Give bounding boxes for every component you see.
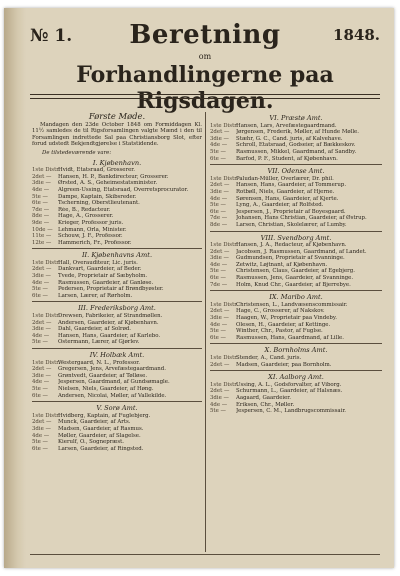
district-label: 6te — xyxy=(32,392,48,399)
district-label: 12te — xyxy=(32,239,52,246)
member-name: Andersen, Gaardeier, af Kjøbenhavn. xyxy=(58,319,159,326)
member-name: Hammerich, Fr., Professor. xyxy=(58,239,132,246)
member-row xyxy=(210,215,382,222)
member-row xyxy=(210,222,382,229)
member-row xyxy=(32,194,202,201)
district-label: 5te — xyxy=(210,268,226,275)
member-row xyxy=(210,275,382,282)
member-name: Pedersen, Proprietair af Brøndbyøster. xyxy=(58,286,164,293)
member-name: Hage, C., Grosserer, af Nakskov. xyxy=(236,308,325,315)
member-row xyxy=(210,335,382,342)
member-row xyxy=(210,142,382,149)
district-label: 4de — xyxy=(210,321,228,328)
section-rule xyxy=(210,231,382,232)
masthead xyxy=(30,18,380,114)
member-row xyxy=(210,402,382,409)
member-name: Møller, Gaardeier, af Slagelse. xyxy=(58,432,141,439)
member-name: Jespersen, J., Proprietair af Boyesgaard. xyxy=(236,208,346,215)
member-name: Kierulf, O., Sognepræst. xyxy=(58,439,124,446)
member-name: Andersen, Nicolai, Møller, af Vallekilde. xyxy=(58,392,167,399)
member-row xyxy=(32,220,202,227)
district-label: 4de — xyxy=(210,195,228,202)
member-row xyxy=(210,242,382,249)
member-row xyxy=(210,408,382,415)
member-name: Madsen, Gaardeier, paa Bornholm. xyxy=(236,361,332,368)
district-label: 3die — xyxy=(210,255,229,262)
member-name: Ørsted, A. S., Geheimestatsminister. xyxy=(58,180,158,187)
member-name: Christensen, Claus, Gaardeier, af Egebjerg. xyxy=(236,268,355,275)
district-label: 2det — xyxy=(210,182,230,189)
member-row xyxy=(210,322,382,329)
district-label: 2det — xyxy=(32,173,52,180)
district-label: 4de — xyxy=(32,186,50,193)
district-label: 7de — xyxy=(32,206,50,213)
district-label: 3die — xyxy=(210,188,229,195)
section-rule xyxy=(32,248,202,249)
member-name: Christensen, L., Landvæsenscommissair. xyxy=(236,301,348,308)
district-label: 1ste Distr. xyxy=(32,259,60,266)
district-label: 2det — xyxy=(32,319,52,326)
district-label: 3die — xyxy=(210,315,229,322)
column-divider xyxy=(205,112,206,552)
district-label: 4de — xyxy=(210,261,228,268)
page-bottom-rule xyxy=(30,554,380,555)
district-label: 7de — xyxy=(210,281,228,288)
member-row xyxy=(32,273,202,280)
member-row xyxy=(32,286,202,293)
member-name: Jacobsen, J. Rasmussen, Gaardmand, af Landet. xyxy=(236,248,367,255)
member-name: Larsen, Christian, Skolelærer, af Lumby. xyxy=(236,221,347,228)
member-name: Grøntvedt, Gaardeier, af Tølløse. xyxy=(58,372,148,379)
member-row xyxy=(210,176,382,183)
district-label: 4de — xyxy=(32,432,50,439)
member-row xyxy=(32,240,202,247)
member-row xyxy=(32,187,202,194)
member-row xyxy=(210,328,382,335)
member-row xyxy=(32,439,202,446)
masthead-subtitle: Forhandlingerne paa Rigsdagen. xyxy=(76,62,334,114)
masthead-rule-top xyxy=(30,94,380,95)
section-rule xyxy=(210,343,382,344)
district-label: 3die — xyxy=(32,372,51,379)
member-row xyxy=(210,308,382,315)
member-row xyxy=(32,280,202,287)
district-label: 1ste Distr. xyxy=(210,381,238,388)
district-label: 1ste Distr. xyxy=(210,242,238,249)
district-label: 3die — xyxy=(210,135,229,142)
member-name: Schurmann, L., Gaardeier, af Halsnæs. xyxy=(236,388,343,395)
member-row xyxy=(210,123,382,130)
district-label: 5te — xyxy=(32,385,48,392)
member-row xyxy=(32,366,202,373)
member-name: Lehmann, Orla, Minister. xyxy=(58,226,127,233)
member-row xyxy=(32,320,202,327)
attendees-note: De tilstedeværende vare: xyxy=(42,149,112,156)
member-row xyxy=(32,266,202,273)
member-row xyxy=(32,167,202,174)
member-name: Hage, A., Grosserer. xyxy=(58,213,114,220)
district-label: 5te — xyxy=(210,408,226,415)
masthead-title: Beretning xyxy=(129,20,281,50)
member-row xyxy=(32,213,202,220)
member-name: Winther, Chr., Pastor, af Fuglse. xyxy=(236,328,323,335)
member-row xyxy=(210,282,382,289)
member-name: Nielsen, Niels, Gaardeier, af Høng. xyxy=(58,385,154,392)
district-label: 9de — xyxy=(32,219,50,226)
section-rule xyxy=(32,301,202,302)
district-label: 5te — xyxy=(32,339,48,346)
member-name: Gudmundsen, Proprietair af Svanninge. xyxy=(236,255,345,262)
member-row xyxy=(32,260,202,267)
session-intro: Mandagen den 23de October 1848 om Formiddagen Kl. 11½ samledes de til Rigsforsamlingen valgte Mænd i den til Forsamlingen indrettede Sal paa Christiansborg Slot, efter forud udstedt Bekjendtgjørelse i Statstidende. xyxy=(32,121,202,148)
district-label: 4de — xyxy=(210,401,228,408)
member-row xyxy=(210,209,382,216)
member-name: Rasmussen, Mikkel, Gaardmand, af Sandby. xyxy=(236,148,357,155)
member-name: Eriksen, Chr., Møller. xyxy=(236,401,295,408)
section-rule xyxy=(32,401,202,402)
district-label: 3die — xyxy=(32,425,51,432)
member-row xyxy=(32,419,202,426)
member-row xyxy=(210,189,382,196)
member-row xyxy=(32,326,202,333)
session-title: Første Møde. xyxy=(88,111,146,121)
member-name: Hansen, H. P., Bankdirecteur, Grosserer. xyxy=(58,173,169,180)
district-label: 2det — xyxy=(32,419,52,426)
member-name: Schroll, Etatsraad, Godseier, af Bækkeskov. xyxy=(236,142,356,149)
district-label: 1ste Distr. xyxy=(210,122,238,129)
district-label: 6te — xyxy=(32,200,48,207)
member-name: Rasmussen, Hans, Gaardmand, af Lille. xyxy=(236,334,344,341)
district-heading: VII. Odense Amt. xyxy=(267,167,325,176)
district-label: 1ste Distr. xyxy=(32,412,60,419)
member-row xyxy=(32,360,202,367)
district-heading: I. Kjøbenhavn. xyxy=(92,158,142,167)
masthead-om: om xyxy=(198,52,212,61)
member-name: Hall, Overauditeur, Lic. juris. xyxy=(58,259,138,266)
member-name: Holm, Knud Chr., Gaardeier, af Bjerrebye. xyxy=(236,281,351,288)
district-label: 5te — xyxy=(32,193,48,200)
member-row xyxy=(32,393,202,400)
section-rule xyxy=(32,348,202,349)
member-row xyxy=(32,180,202,187)
member-name: Jespersen, C. M., Landbrugscommissair. xyxy=(236,408,347,415)
district-label: 4de — xyxy=(32,332,50,339)
member-row xyxy=(210,262,382,269)
member-name: Johansen, Hans Christian, Gaardeier, af Østrup. xyxy=(236,215,367,222)
district-label: 1ste Distr. xyxy=(32,359,60,366)
member-name: Hansen, Hans, Gaardeier, af Karlebo. xyxy=(58,332,161,339)
left-sections xyxy=(32,160,202,453)
member-name: Larsen, Gaardeier, af Ringsted. xyxy=(58,445,144,452)
member-name: Ussing, A. L., Godsforvalter, af Viborg. xyxy=(236,381,342,388)
district-label: 4de — xyxy=(32,379,50,386)
member-name: Hansen, Lars, Arvefæstegaardmand. xyxy=(236,122,337,129)
member-row xyxy=(210,196,382,203)
member-row xyxy=(32,333,202,340)
member-row xyxy=(210,268,382,275)
member-row xyxy=(32,227,202,234)
district-heading: IV. Holbæk Amt. xyxy=(89,351,145,359)
district-heading: IX. Maribo Amt. xyxy=(269,293,323,302)
district-label: 7de — xyxy=(210,215,228,222)
member-name: Olesen, H., Gaardeier, af Kettinge. xyxy=(236,321,331,328)
binding-spine xyxy=(4,8,26,568)
district-label: 11te — xyxy=(32,233,52,240)
masthead-rule-bottom xyxy=(30,98,380,99)
member-row xyxy=(32,174,202,181)
district-heading: II. Kjøbenhavns Amt. xyxy=(81,251,153,260)
member-name: Madsen, Gaardeier, af Rasmus. xyxy=(58,425,144,432)
district-heading: VI. Præstø Amt. xyxy=(269,114,323,122)
member-name: Rasmussen, Jens, Gaardeier, af Svanninge. xyxy=(236,275,354,282)
section-rule xyxy=(210,290,382,291)
member-name: Tvede, Proprietair af Sæbyholm. xyxy=(58,273,148,280)
member-row xyxy=(32,446,202,453)
district-label: 8de — xyxy=(210,221,228,228)
member-name: Aagaard, Gaardeier. xyxy=(236,394,292,401)
member-row xyxy=(210,182,382,189)
member-row xyxy=(32,339,202,346)
district-label: 5te — xyxy=(32,439,48,446)
member-name: Schouw, J. F., Professor. xyxy=(58,233,123,240)
member-row xyxy=(210,149,382,156)
right-sections xyxy=(210,115,382,415)
issue-year: 1848. xyxy=(333,26,380,44)
district-label: 2det — xyxy=(210,248,230,255)
member-name: Munck, Gaardeier, af Arts. xyxy=(58,419,131,426)
member-row xyxy=(210,362,382,369)
member-row xyxy=(32,426,202,433)
member-row xyxy=(32,373,202,380)
member-name: Hansen, J. A., Redacteur, af Kjøbenhavn. xyxy=(236,242,347,249)
district-label: 1ste Distr. xyxy=(210,175,238,182)
member-row xyxy=(210,156,382,163)
member-name: Sørensen, Hans, Gaardeier, af Kjerte. xyxy=(236,195,339,202)
section-rule xyxy=(210,370,382,371)
member-row xyxy=(32,433,202,440)
member-name: Drewsen, Fabrikeier, af Strandmøllen. xyxy=(58,313,163,320)
member-name: Stender, A., Cand. juris. xyxy=(236,355,302,361)
district-label: 1ste Distr. xyxy=(210,301,238,308)
section-rule xyxy=(210,164,382,165)
member-name: Dahl, Gaardeier, af Solrød. xyxy=(58,326,132,333)
member-row xyxy=(32,200,202,207)
member-row xyxy=(210,255,382,262)
member-name: Westergaard, N. L., Professor. xyxy=(58,359,140,366)
district-label: 10de — xyxy=(32,226,53,233)
district-label: 4de — xyxy=(210,142,228,149)
district-heading: VIII. Svendborg Amt. xyxy=(260,233,332,242)
district-label: 4de — xyxy=(32,279,50,286)
district-label: 6te — xyxy=(32,445,48,452)
issue-number: № 1. xyxy=(30,26,73,46)
district-label: 5te — xyxy=(210,148,226,155)
member-row xyxy=(210,355,382,362)
district-label: 6te — xyxy=(210,155,226,162)
member-row xyxy=(210,136,382,143)
member-row xyxy=(32,313,202,320)
member-name: Dankvart, Gaardeier, af Beder. xyxy=(58,266,142,273)
member-name: Haagen, W., Proprietair paa Vindeby. xyxy=(236,315,337,322)
member-name: Krieger, Professor juris. xyxy=(58,219,124,226)
member-row xyxy=(32,379,202,386)
member-row xyxy=(210,129,382,136)
district-heading: X. Bornholms Amt. xyxy=(264,346,328,355)
district-label: 3die — xyxy=(210,394,229,401)
member-name: Hvidt, Etatsraad, Grosserer. xyxy=(58,167,135,174)
member-row xyxy=(32,413,202,420)
district-label: 1ste Distr. xyxy=(32,313,60,320)
left-column xyxy=(32,112,202,452)
member-row xyxy=(210,395,382,402)
member-name: Algreen-Ussing, Etatsraad, Overretsprocurator. xyxy=(58,186,189,193)
member-row xyxy=(210,302,382,309)
district-label: 2det — xyxy=(32,266,52,273)
member-name: Rasmussen, Gaardeier, af Ganløse. xyxy=(58,279,154,286)
member-name: Hvidberg, Kaptain, af Fuglebjerg. xyxy=(58,412,151,419)
district-label: 1ste Distr. xyxy=(32,167,60,174)
district-label: 5te — xyxy=(210,328,226,335)
member-row xyxy=(32,233,202,240)
member-name: Paludan-Müller, Overlærer, Dr. phil. xyxy=(236,175,334,182)
member-name: Barfod, P. F., Student, af Kjøbenhavn. xyxy=(236,155,338,162)
member-name: Jespersen, Gaardmand, af Gundsømagle. xyxy=(58,379,170,386)
member-name: Tscherning, Oberstlieutenant. xyxy=(58,200,140,207)
district-label: 2det — xyxy=(210,129,230,136)
member-name: Ostermann, Lærer, af Gjørlev. xyxy=(58,339,140,346)
member-row xyxy=(210,388,382,395)
district-label: 6te — xyxy=(210,275,226,282)
district-heading: III. Frederiksborg Amt. xyxy=(78,304,156,313)
member-name: Jørgensen, Frederik, Møller, af Hunde Mølle. xyxy=(236,129,359,136)
district-label: 1ste Distr. xyxy=(210,355,238,361)
member-row xyxy=(210,202,382,209)
district-label: 2det — xyxy=(210,388,230,395)
district-heading: XI. Aalborg Amt. xyxy=(268,373,324,382)
member-row xyxy=(210,315,382,322)
district-label: 6te — xyxy=(210,334,226,341)
district-label: 8de — xyxy=(32,213,50,220)
member-name: Larsen, Lærer, af Rørholm. xyxy=(58,292,133,299)
member-name: Stæhr, G. C., Cand. juris, af Kalvehave. xyxy=(236,135,343,142)
district-heading: V. Sorø Amt. xyxy=(96,404,138,413)
member-row xyxy=(32,386,202,393)
member-name: Rotbøll, Niels, Gaardeier, af Hjerne. xyxy=(236,188,335,195)
member-name: Gregersen, Jens, Arvefæstegaardmand. xyxy=(58,366,166,373)
member-row xyxy=(210,382,382,389)
district-label: 3die — xyxy=(32,180,51,187)
member-row xyxy=(32,207,202,214)
district-label: 6te — xyxy=(32,292,48,299)
district-label: 2det — xyxy=(210,361,230,368)
newspaper-page xyxy=(4,8,394,568)
district-label: 6te — xyxy=(210,208,226,215)
district-label: 2det — xyxy=(210,308,230,315)
district-label: 5te — xyxy=(32,286,48,293)
right-column xyxy=(210,112,382,415)
district-label: 3die — xyxy=(32,273,51,280)
district-label: 3die — xyxy=(32,326,51,333)
member-row xyxy=(32,293,202,300)
district-label: 2det — xyxy=(32,366,52,373)
member-name: Hansen, Hans, Gaardeier, af Tommerup. xyxy=(236,182,347,189)
district-label: 5te — xyxy=(210,202,226,209)
member-name: Rée, B., Redacteur. xyxy=(58,206,111,213)
member-name: Zetwitz, Løjtnant, af Kjøbenhavn. xyxy=(236,261,328,268)
member-row xyxy=(210,249,382,256)
member-name: Dampe, Kaptain, Skibsreder. xyxy=(58,193,137,200)
member-name: Lyng, A., Gaardeier, af Rolfsted. xyxy=(236,202,324,209)
